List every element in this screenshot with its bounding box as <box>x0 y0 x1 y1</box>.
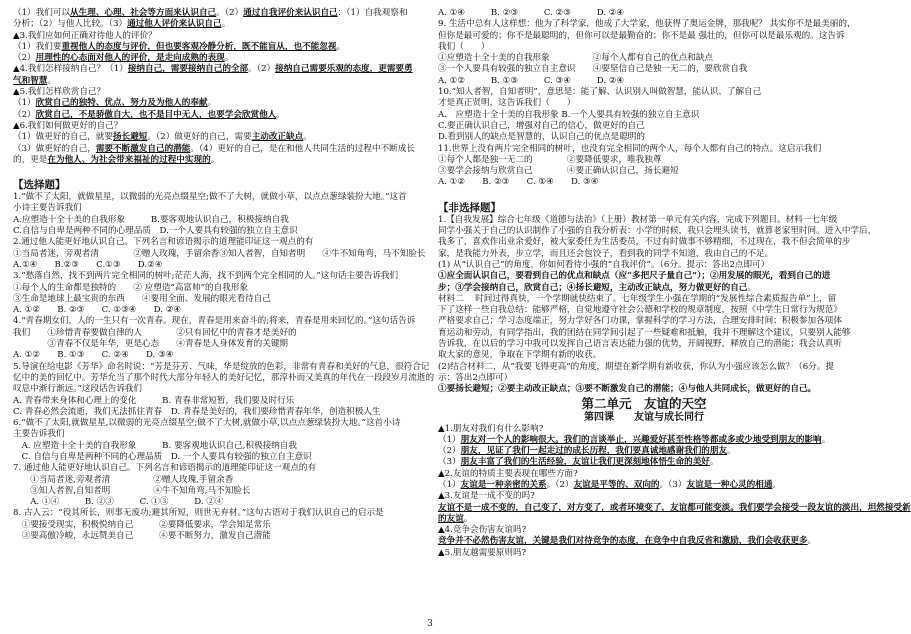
text-span: ▲5.我们怎样欣赏自己？ <box>13 87 106 98</box>
question-line: A. ①② B. ①③ C. ③④ D. ②④ <box>438 75 625 86</box>
section-choice-heading: 【选择题】 <box>13 179 66 192</box>
text-line <box>438 457 850 468</box>
question-line: 5.导演在给电影《芳华》命名时说：“芳是芬芳、气味，华是绽放的色彩，非常有青春和美好的气息，很符合记 <box>13 361 430 372</box>
text-span: 。（2） <box>546 479 574 490</box>
underlined-key-phrase: 在为他人、为社会带来福祉的过程中实现的 <box>47 154 211 165</box>
underlined-key-phrase: 友谊是一种亲密的关系 <box>460 479 547 490</box>
text-line <box>438 502 911 514</box>
unit-title: 第二单元 友谊的天空 <box>581 395 707 411</box>
text-line <box>438 424 850 435</box>
page-number: 3 <box>427 619 433 629</box>
text-span: 1.【自我发展】综合七年级《道德与法治》（上册）教材第一单元有关内容，完成下列题目。材料一七年级 <box>438 214 838 225</box>
text-span: 家，是我能力外表，步立学，而且还会包饺子，看到我的同学不知道，我由自己的不足。 <box>438 248 774 259</box>
nonchoice-questions <box>438 214 877 396</box>
question-line: A. ①② B. ①③ C. ②④ D. ③④ <box>13 350 174 361</box>
text-line <box>13 53 425 64</box>
text-span: (1) 从“认识自己”的角度，你如何看待小强的“自我评价”。（6分。提示：答出2点即可） <box>438 259 770 270</box>
text-span: （2） <box>438 446 461 457</box>
question-line: A.①④ B.②③ C.①③ D.②④ <box>13 259 163 270</box>
text-line <box>438 305 850 316</box>
question-line: 3.“愁落自然，找不到两片完全相同的树叶;茫茫人海，找不到两个完全相同的人。”这句话主要告诉我们 <box>13 271 399 282</box>
text-span: (2)结合材料二，从“我要飞得更高”的角度，期望在新学期有新收获，你认为小强应该怎么做？（6分。提 <box>438 361 834 372</box>
text-line <box>13 98 425 109</box>
underlined-key-phrase: 友谊是平等的、双向的 <box>573 479 660 490</box>
question-line: A. ①② B. ②③ C. ①④ D. ③④ <box>438 177 599 188</box>
knowledge-points <box>13 8 425 166</box>
question-line: 2.通过他人能更好地认识自己。下列名言和谚语揭示的道理能印证这一观点的有 <box>13 237 314 248</box>
question-line: 小诗主要告诉我们 <box>13 203 82 214</box>
text-line <box>438 491 850 502</box>
text-span: 。（2）做更好的自己，需要 <box>147 132 252 143</box>
question-line: 6.“做不了太阳,就做星星,以微弱的光亮点缀星空;做不了大树,就做小草,以点点葱绿装扮大地。”这首小诗 <box>13 418 401 429</box>
text-span: 。 <box>727 446 736 457</box>
text-line <box>438 525 850 536</box>
text-span: 。 <box>221 19 231 30</box>
text-span: 。 <box>224 53 234 64</box>
question-line: ①要接受现实，积极悦纳自己 ②要降低要求，学会知足常乐 <box>13 519 271 530</box>
text-line <box>438 446 850 457</box>
section-nonchoice-heading: 【非选择题】 <box>438 201 501 214</box>
text-line <box>13 155 425 166</box>
question-line: 忆中的美的回忆中。芳华允当了那个时代大部分年轻人的美好记忆，那淳朴而又美真的年代在一段段岁月流逝的 <box>13 372 435 383</box>
text-line <box>13 87 425 98</box>
right-column <box>438 8 911 559</box>
text-span: 示：答出2点即可） <box>438 372 513 383</box>
underlined-key-phrase: 友谊是一种心灵的相通 <box>686 479 773 490</box>
choice-questions <box>13 192 435 542</box>
text-span: ▲3.友谊是一成不变的吗? <box>438 491 535 502</box>
question-line: A.应塑造十全十美的自我形象 B.要客观地认识自己，积极接纳自我 <box>13 214 289 225</box>
text-line <box>438 514 850 525</box>
text-span: 。 <box>747 282 756 293</box>
text-line <box>438 373 850 384</box>
text-span: 。 <box>276 109 285 120</box>
text-line <box>13 19 425 30</box>
text-span: ▲3.我们应如何正确对待他人的评价？ <box>13 30 157 41</box>
underlined-key-phrase: 的友谊 <box>438 513 464 524</box>
underlined-key-phrase: 竞争并不必然伤害友谊，关键是我们对待竞争的态度，在竞争中自我反省和激励，我们会收获更多 <box>438 536 808 547</box>
text-line <box>13 144 425 155</box>
underlined-key-phrase: 扬长避短 <box>113 132 148 143</box>
question-line: C. 自信与自卑是两种不同的心理品质 D. 一个人要具有较强的独立自主意识 <box>13 451 312 462</box>
text-span: ▲6.我们如何做更好的自己？ <box>13 120 123 131</box>
underlined-key-phrase: 欣赏自己，不是骄傲自大，也不是目中无人，也要学会欣赏他人 <box>35 109 277 120</box>
underlined-key-phrase: 接纳自己，需要接纳自己的全部 <box>127 64 249 75</box>
text-span: 。 <box>303 132 312 143</box>
text-line <box>438 215 850 226</box>
text-span: ：（1）自我观察和 <box>337 8 408 18</box>
text-span: 取大家的意见，争取在下学期有新的收获。 <box>438 350 602 361</box>
text-span: 。 <box>772 479 782 490</box>
text-span: ▲4.我们怎样接纳自己？（1） <box>13 64 128 75</box>
text-span: 育运动和劳动，有同学指出，我的团结在同学间引起了一些疑难和抵触，我并不理解这个建议，只要别人能够 <box>438 327 851 338</box>
text-span: 下了这样一些自我总结：能够严格，自觉地遵守社会公德和学校的规章制度，按照《中学生日常行为规范》 <box>438 305 842 316</box>
question-line: C. 青春必然会流逝，我们无法抓住青春 D. 青春是美好的，我们要珍惜青春年华，创造积极人生 <box>13 406 381 417</box>
text-line <box>438 226 877 237</box>
text-line <box>438 237 850 248</box>
question-line: 叹息中渐行渐远。”这段话告诉我们 <box>13 384 143 395</box>
underlined-key-phrase: 友谊不是一成不变的，自己变了，对方变了，或者环境变了，友谊都可能变淡。我们要学会接受一段友谊的淡出，坦然接受新 <box>438 502 911 513</box>
bold-answer: 步；③学会接纳自己，欣赏自己；④扬长避短，主动改正缺点，努力做更好的自己 <box>438 282 748 293</box>
text-line <box>438 283 850 294</box>
text-line <box>13 8 425 19</box>
question-line: ③一个人要具有较强的独立自主意识 ④要坚信自己是独一无二的，要欣赏自我 <box>438 64 748 75</box>
underlined-key-phrase: 气和智慧 <box>13 75 48 86</box>
question-line: 才是真正贤明，这告诉我们（ ） <box>438 98 576 109</box>
underlined-key-phrase: 主动改正缺点 <box>251 132 304 143</box>
text-line <box>13 110 425 121</box>
underlined-key-phrase: 重视他人的态度与评价，但也要客观冷静分析，既不能盲从，也不能忽视 <box>61 41 337 52</box>
text-span: 严格要求自己；学习态度端正，努力学好各门功课，掌握科学的学习方法，合理安排时间；积极参加各项体 <box>438 316 842 327</box>
bold-answer: ①要扬长避短；②要主动改正缺点；③要不断激发自己的潜能；④与他人共同成长，做更好的自己。 <box>438 384 817 395</box>
text-span: （2） <box>13 53 36 64</box>
text-span: 。 <box>709 457 719 468</box>
text-line <box>13 76 425 87</box>
underlined-key-phrase: 朋友对一个人的影响很大。我们的言谈举止，兴趣爱好甚至性格等都或多或少地受到朋友的影响 <box>460 434 822 445</box>
text-span: 。（4）更好的自己，是在和他人共同生活的过程中不断成长 <box>190 143 415 154</box>
text-span: 。（2） <box>248 64 276 75</box>
question-line: ①应塑造十全十美的自我形象 ②每个人都有自己的优点和缺点 <box>438 53 714 64</box>
question-line: 8. 古人云：“役其所长，则事无废功;避其所短，则世无弃材。”这句古语对于我们认识自己的启示是 <box>13 508 384 519</box>
text-line <box>438 271 850 282</box>
question-line: A. ①④ B. ②③ C. ②③ D. ②④ <box>438 8 625 18</box>
text-span: 。 <box>463 513 473 524</box>
choice-questions-continued <box>438 8 856 189</box>
text-span: ▲2.友谊的特质主要表现在哪些方面? <box>438 468 578 479</box>
text-span: 分析；（2）与他人比较。（3） <box>13 19 128 30</box>
question-line: ③要高傲冷峻，永远赞美自己 ④要不断努力，激发自己潜能 <box>13 531 271 542</box>
text-line <box>438 260 850 271</box>
question-line: 11.世界上没有两片完全相同的树叶，也没有完全相同的两个人，每个人都有自己的特点。这启示我们 <box>438 143 822 154</box>
text-span: 。 <box>207 98 217 109</box>
text-span: （1） <box>438 479 461 490</box>
text-line <box>13 31 425 42</box>
bold-answer: ①应全面认识自己，要看到自己的优点和缺点（应“多把尺子量自己”）；②用发展的眼光，看到自己的进 <box>438 271 831 282</box>
text-line <box>438 350 850 361</box>
text-span: （1）我们可以 <box>13 8 71 18</box>
underlined-key-phrase: 通过自我评价来认识自己 <box>243 8 338 18</box>
text-span: 我多了，喜欢作出业余爱好，被大家委任为生活委员，不过有时做事不够精细，不过现在，我不但会简单的步 <box>438 237 851 248</box>
text-span: 同学小强关于自己的认识制作了小强的自我分析表：小学的时候，我只会埋头读书，就算老家里时间。进入中学后， <box>438 226 877 237</box>
text-line <box>438 435 850 446</box>
question-line: 我们 ①珍惜青春要做自律的人 ②只有回忆中的青春才是美好的 <box>13 327 297 338</box>
text-line <box>13 42 425 53</box>
question-line: ①当局者迷,旁观者清 ②赠人玫瑰,手留余香 <box>13 474 234 485</box>
text-span: 材料二 时间过得真快，一个学期就快结束了。七年级学生小强在学期的“发展性综合素质报告单”上，留 <box>438 293 837 304</box>
text-span: （3）做更好的自己， <box>13 143 96 154</box>
question-line: ①当局者迷，旁观者清 ②赠人玫瑰，手留余香③知人者智，自知者明 ④牛不知角弯，马不知脸长 <box>13 248 426 259</box>
question-line: 我们（ ） <box>438 41 490 52</box>
text-span: （1）做更好的自己，就要 <box>13 132 113 143</box>
text-line <box>438 536 850 547</box>
text-span: ▲4.竞争会伤害友谊吗? <box>438 525 527 536</box>
question-line: 4.“青春期女们，人的一生只有一次青春。现在，青春是用来奋斗的;将来，青春是用来回忆的。”这句话告诉 <box>13 316 416 327</box>
text-line <box>13 132 425 143</box>
text-span: 的，更是 <box>13 154 48 165</box>
underlined-key-phrase: 需要不断激发自己的潜能 <box>95 143 191 154</box>
lesson-summary <box>438 423 911 560</box>
question-line: 9. 生活中总有人这样想：他为了科学家，他成了大学家，他获得了奥运金牌，那我呢？ 其实你不是最美丽的， <box>438 19 856 30</box>
underlined-key-phrase: 朋友丰富了我们的生活经验，友谊让我们更深刻地体悟生命的美好 <box>460 457 710 468</box>
question-line: A. 应塑造十全十美的自我形象 B.一个人要具有较强的独立自主意识 <box>438 109 700 120</box>
underlined-key-phrase: 接纳自己需要乐观的态度，更需要勇 <box>275 64 413 75</box>
question-line: 10.“知人者智，自知者明”，意思是：能了解、认识别人叫做智慧，能认识、了解自己 <box>438 87 762 98</box>
text-span: ▲1.朋友对我们有什么影响? <box>438 423 544 434</box>
question-line: ③青春不仅是年华，更是心态 ④青春是人身体发育的关键期 <box>13 339 289 350</box>
question-line: 7. 通过他人能更好地认识自己。下列名言和谚语揭示的道理能印证这一观点的有 <box>13 463 317 474</box>
question-line: ①每个人都是独一无二的 ②要降低要求，唯我独尊 <box>438 154 662 165</box>
text-span: （2） <box>13 109 36 120</box>
question-line: 但你是最可爱的；你不是最聪明的，但你可以是最勤奋的；你不是最 强壮的，但你可以是最乐观的。这告诉 <box>438 30 845 41</box>
underlined-key-phrase: 从生理、心理、社会等方面来认识自己 <box>70 8 217 18</box>
text-span: 。（2） <box>216 8 244 18</box>
text-line <box>438 480 850 491</box>
text-line <box>438 294 850 305</box>
question-line: ③生命是地球上最宝贵的东西 ④要用全面、发展的眼光看待自己 <box>13 293 271 304</box>
underlined-key-phrase: 朋友，见证了我们一起走过的成长历程，我们要真诚地感谢我们的朋友 <box>460 446 728 457</box>
underlined-key-phrase: 用理性的心态面对他人的评价，是走向成熟的表现 <box>35 53 225 64</box>
text-span: 告诉我，在以后的学习中我可以发挥自己语言表达能力强的优势，开阔视野，释放自己的潜能；我会认真听 <box>438 339 842 350</box>
text-line <box>438 384 850 395</box>
question-line: A. 应塑造十全十美的自我形象 B. 要客观地认识自己,积极接纳自我 <box>13 440 297 451</box>
question-line: 1.“做不了太阳，就做星星，以微弱的光亮点缀星空;做不了大树，就做小草，以点点葱绿装扮大地。”这首 <box>13 192 407 203</box>
question-line: A. ①② B. ②③ C. ①③④ D. ②④ <box>13 305 182 316</box>
text-line <box>438 362 850 373</box>
text-span: 。 <box>807 536 817 547</box>
question-line: D.看到别人的缺点是智慧的，认识自己的优点是聪明的 <box>438 132 645 143</box>
text-line <box>438 328 850 339</box>
text-span: （1）我们要 <box>13 41 62 52</box>
text-span: （3） <box>438 457 461 468</box>
text-span: 。（3） <box>659 479 687 490</box>
question-line: C.要正确认识自己，增强对自己的信心，做更好的自己 <box>438 120 645 131</box>
text-line <box>13 121 425 132</box>
lesson-title: 第四课 友谊与成长同行 <box>584 411 704 423</box>
text-line <box>438 469 850 480</box>
question-line: C.自信与自卑是两种不同的心理品质 D.一个人要具有较强的独立自主意识 <box>13 226 298 237</box>
question-line: A. ①④ B. ②③ C. ①③ D. ②④ <box>13 497 224 508</box>
question-line: A. 青春带来身体和心理上的变化 B. 青春非常短暂，我们要及时行乐 <box>13 395 295 406</box>
underlined-key-phrase: 通过他人评价来认识自己 <box>127 19 222 30</box>
text-span: 。 <box>47 75 56 86</box>
text-line <box>13 64 425 75</box>
text-line <box>438 249 850 260</box>
text-span: （1） <box>438 434 461 445</box>
text-span: 。 <box>210 154 220 165</box>
underlined-key-phrase: 欣赏自己的独特、优点、努力及为他人的奉献 <box>35 98 208 109</box>
question-line: 主要告诉我们 <box>13 429 65 440</box>
text-span: 。 <box>821 434 831 445</box>
text-line <box>438 339 850 350</box>
text-line <box>438 316 850 327</box>
question-line: ①每个人的生命都是独特的 ② 应塑造“高富帅”的自我形象 <box>13 282 248 293</box>
question-line: ③要学会接纳与欣赏自己 ④要正确认识自己，扬长避短 <box>438 166 679 177</box>
text-span: （1） <box>13 98 36 109</box>
question-line: ③知人者智,自知者明 ④牛不知角弯,马不知脸长 <box>13 485 251 496</box>
text-span: ▲5.朋友越需要原则吗? <box>438 547 527 558</box>
left-column <box>13 8 435 542</box>
text-line <box>438 548 850 559</box>
text-span: 。 <box>336 41 346 52</box>
